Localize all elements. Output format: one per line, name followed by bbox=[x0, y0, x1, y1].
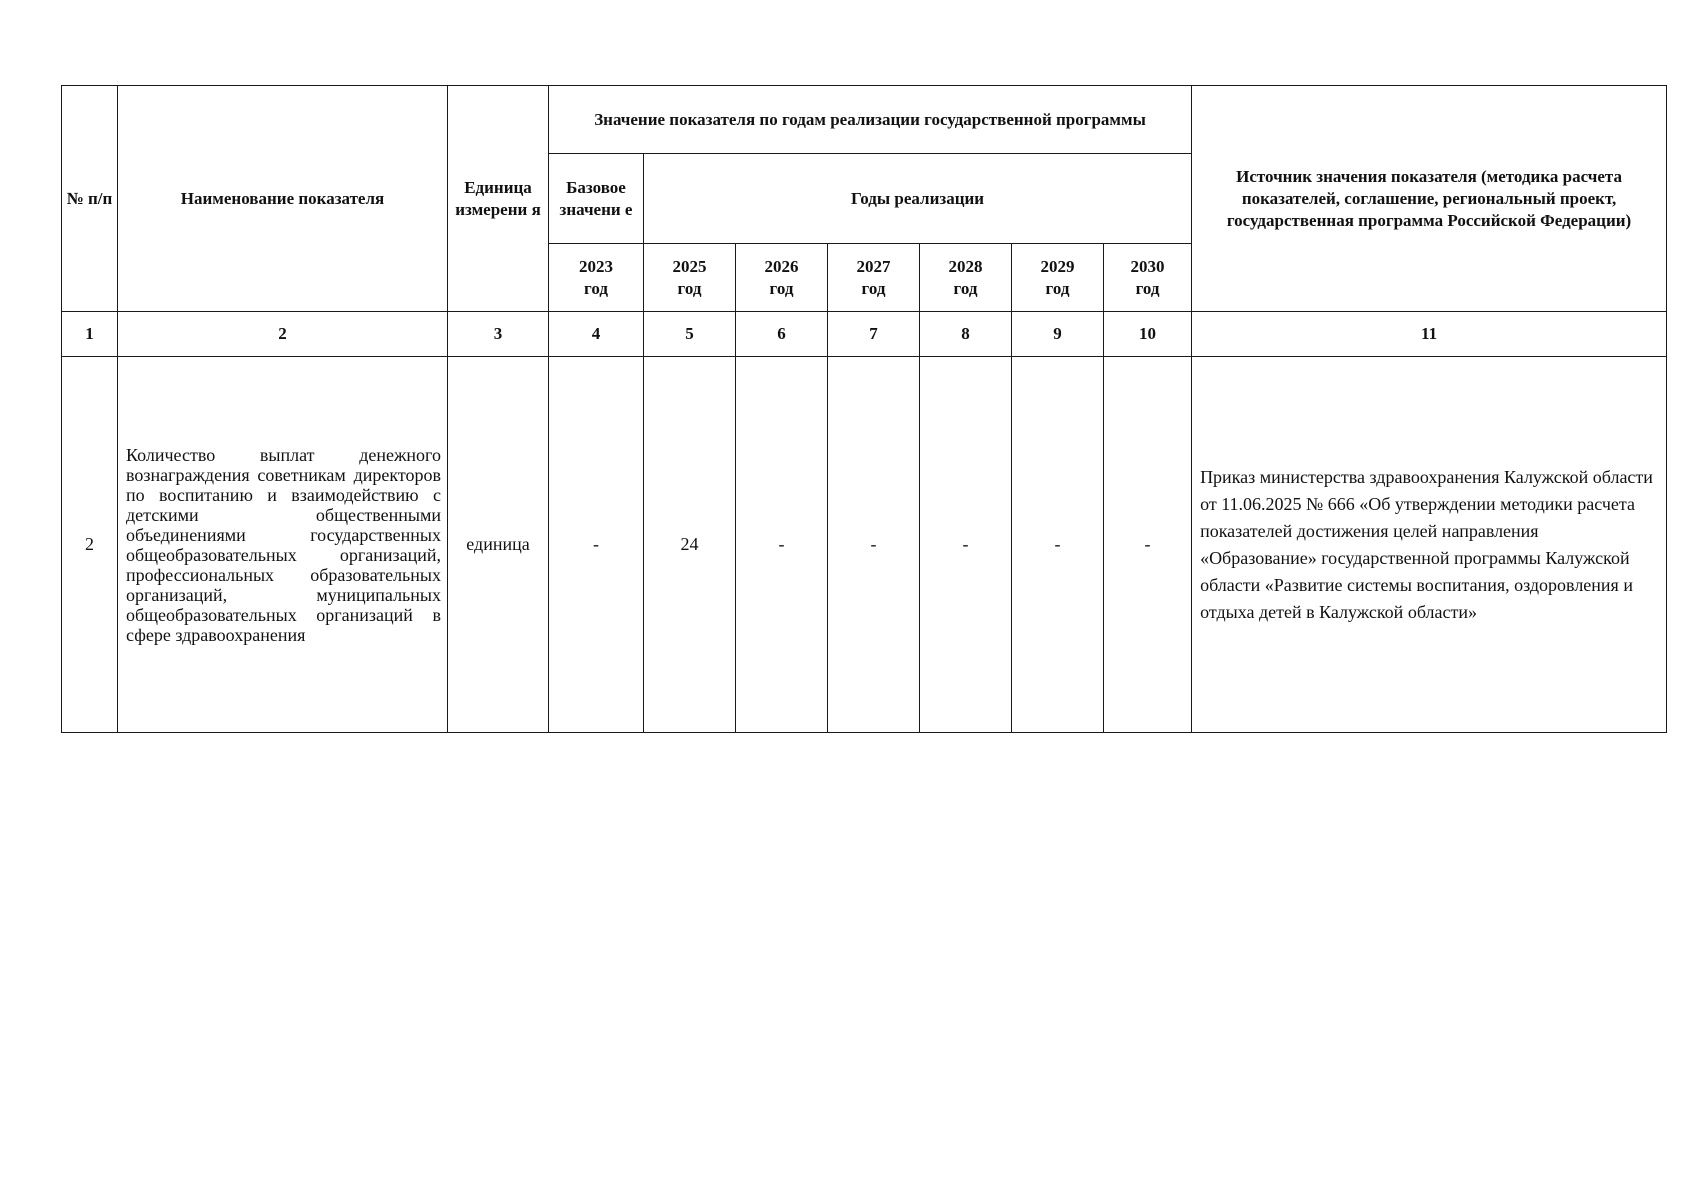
indicator-table bbox=[61, 85, 1667, 733]
header-year-cell: 2029 год bbox=[1012, 244, 1104, 312]
header-year-cell: 2027 год bbox=[828, 244, 920, 312]
indicator-name: Количество выплат денежного вознаграждения советникам директоров по воспитанию и взаимодействию с детскими общественными объединениями государственных общеобразовательных организаций, профессиональных образовательных организаций, муниципальных общеобразовательных организаций в сфере здравоохранения bbox=[118, 357, 448, 733]
header-number: № п/п bbox=[62, 86, 118, 312]
header-year-cell: 2023 год bbox=[549, 244, 644, 312]
column-number: 2 bbox=[118, 312, 448, 357]
column-number: 7 bbox=[828, 312, 920, 357]
column-number: 9 bbox=[1012, 312, 1104, 357]
column-number: 6 bbox=[736, 312, 828, 357]
table-row bbox=[62, 357, 1667, 733]
value-cell: - bbox=[1012, 357, 1104, 733]
value-cell: - bbox=[1104, 357, 1192, 733]
value-cell: - bbox=[736, 357, 828, 733]
column-number: 8 bbox=[920, 312, 1012, 357]
header-indicator-name: Наименование показателя bbox=[118, 86, 448, 312]
value-cell: - bbox=[828, 357, 920, 733]
column-number: 5 bbox=[644, 312, 736, 357]
header-year-cell: 2025 год bbox=[644, 244, 736, 312]
source-cell: Приказ министерства здравоохранения Калужской области от 11.06.2025 № 666 «Об утверждении методики расчета показателей достижения целей направления «Образование» государственной программы Калужской области «Развитие системы воспитания, оздоровления и отдыха детей в Калужской области» bbox=[1192, 357, 1667, 733]
value-cell: - bbox=[920, 357, 1012, 733]
column-number: 4 bbox=[549, 312, 644, 357]
header-year-cell: 2030 год bbox=[1104, 244, 1192, 312]
header-values-group: Значение показателя по годам реализации государственной программы bbox=[549, 86, 1192, 154]
column-number: 10 bbox=[1104, 312, 1192, 357]
value-cell: - bbox=[549, 357, 644, 733]
value-cell: 24 bbox=[644, 357, 736, 733]
header-years-group: Годы реализации bbox=[644, 154, 1192, 244]
column-number: 11 bbox=[1192, 312, 1667, 357]
header-year-cell: 2028 год bbox=[920, 244, 1012, 312]
header-year-cell: 2026 год bbox=[736, 244, 828, 312]
unit-cell: единица bbox=[448, 357, 549, 733]
column-number-row bbox=[62, 312, 1667, 357]
column-number: 1 bbox=[62, 312, 118, 357]
header-source: Источник значения показателя (методика расчета показателей, соглашение, региональный проект, государственная программа Российской Федерации) bbox=[1192, 86, 1667, 312]
header-unit: Единица измерени я bbox=[448, 86, 549, 312]
header-base-value: Базовое значени е bbox=[549, 154, 644, 244]
row-number: 2 bbox=[62, 357, 118, 733]
column-number: 3 bbox=[448, 312, 549, 357]
